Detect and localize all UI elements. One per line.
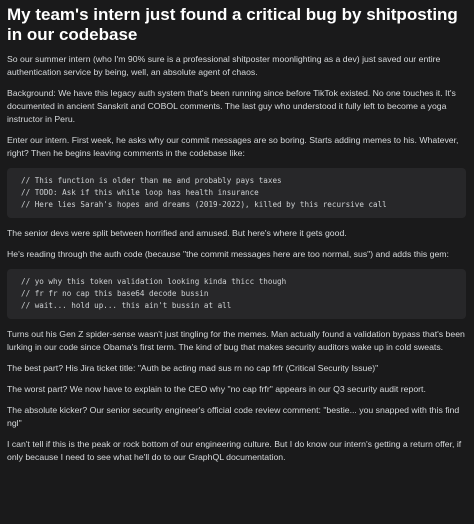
- post-body: [7, 53, 466, 464]
- paragraph-background: Background: We have this legacy auth system that's been running since before TikTok existed. No one touches it. It's documented in ancient Sanskrit and COBOL comments. The last guy who understood it fully left to become a yoga instructor in Peru.: [7, 88, 456, 124]
- code-line: // TODO: Ask if this while loop has health insurance: [21, 188, 259, 197]
- code-line: // fr fr no cap this base64 decode bussin: [21, 289, 209, 298]
- code-line: // This function is older than me and probably pays taxes: [21, 176, 282, 185]
- paragraph-conclusion: I can't tell if this is the peak or rock bottom of our engineering culture. But I do know our intern's getting a return offer, if only because I need to see what he'll do to our GraphQL documentation.: [7, 439, 462, 462]
- paragraph-best-part: The best part? His Jira ticket title: "Auth be acting mad sus rn no cap frfr (Critical Security Issue)": [7, 363, 379, 373]
- paragraph-kicker: The absolute kicker? Our senior security engineer's official code review comment: "bestie... you snapped with this find ngl": [7, 405, 460, 428]
- post-title: My team's intern just found a critical bug by shitposting in our codebase: [7, 5, 458, 44]
- paragraph-turns-out: Turns out his Gen Z spider-sense wasn't just tingling for the memes. Man actually found a validation bypass that's been lurking in our code since Obama's first term. The kind of bug that makes security auditors wake up in cold sweats.: [7, 329, 465, 352]
- paragraph-auth-code: He's reading through the auth code (because "the commit messages here are too normal, sus") and adds this gem:: [7, 249, 449, 259]
- paragraph-worst-part: The worst part? We now have to explain to the CEO why "no cap frfr" appears in our Q3 security audit report.: [7, 384, 426, 394]
- code-line: // wait... hold up... this ain't bussin at all: [21, 301, 232, 310]
- code-block-gem: [7, 269, 466, 319]
- paragraph-senior-devs: The senior devs were split between horrified and amused. But here's where it gets good.: [7, 228, 347, 238]
- code-block-comments: [7, 168, 466, 218]
- code-line: // Here lies Sarah's hopes and dreams (2019-2022), killed by this recursive call: [21, 200, 387, 209]
- paragraph-intro: So our summer intern (who I'm 90% sure is a professional shitposter moonlighting as a dev) just saved our entire authentication service by being, well, an absolute agent of chaos.: [7, 54, 441, 77]
- code-line: // yo why this token validation looking kinda thicc though: [21, 277, 287, 286]
- paragraph-enter-intern: Enter our intern. First week, he asks why our commit messages are so boring. Starts adding memes to his. Whatever, right? Then he begins leaving comments in the codebase like:: [7, 135, 459, 158]
